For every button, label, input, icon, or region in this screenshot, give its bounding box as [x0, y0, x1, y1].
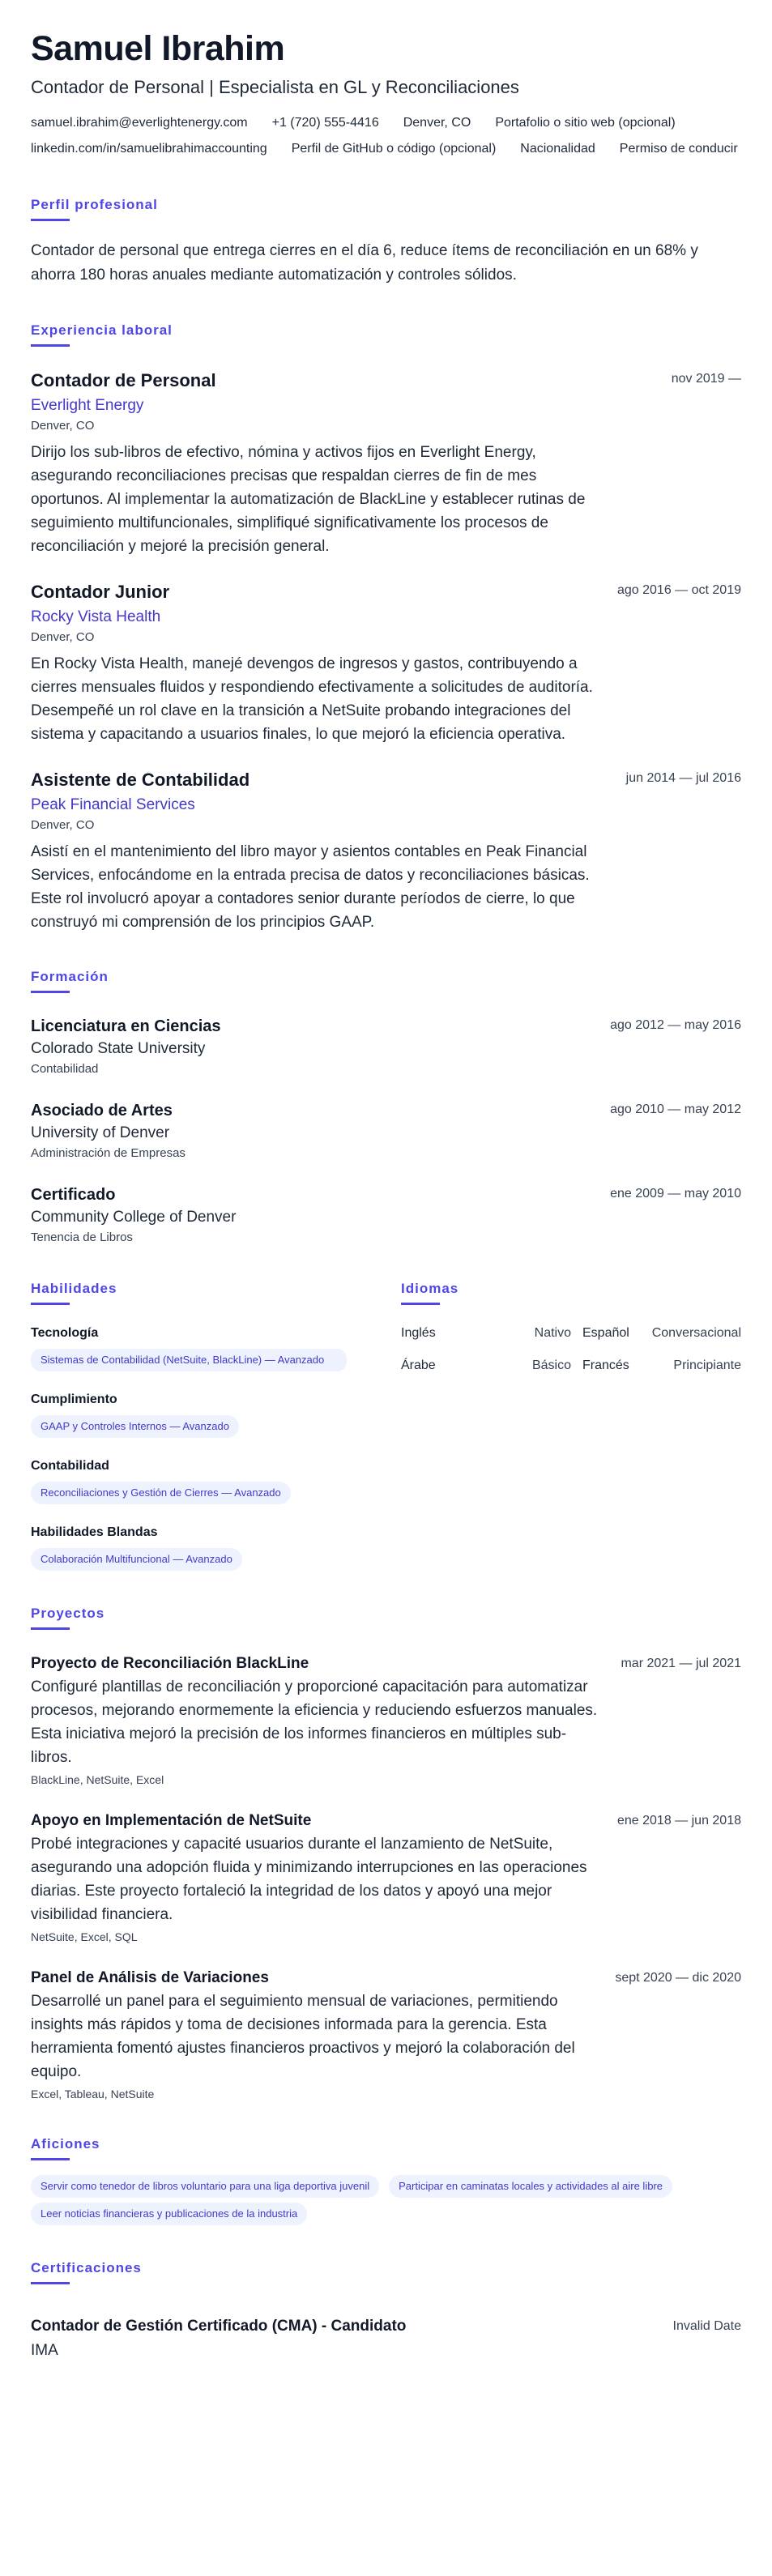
- language-name: Árabe: [401, 1358, 436, 1372]
- job-date: ago 2016 — oct 2019: [616, 583, 741, 597]
- project-date: mar 2021 — jul 2021: [621, 1657, 741, 1670]
- contact-list: [31, 115, 741, 157]
- section-title: Experiencia laboral: [31, 322, 173, 338]
- hobbies-section: [31, 2135, 741, 2225]
- project-description: Desarrollé un panel para el seguimiento mensual de variaciones, permitiendo insights más rápidos y toma de decisiones informada para la gerencia. Esta herramienta fomentó ajustes financieros proactivos y mejoró la colaboración del equipo.: [31, 1993, 575, 2080]
- language-level: Nativo: [534, 1326, 571, 1340]
- section-divider: [31, 344, 70, 347]
- certifications-section: [31, 2259, 741, 2361]
- project-tech: NetSuite, Excel, SQL: [31, 1930, 138, 1943]
- education-entry: [31, 1184, 741, 1246]
- hobby-list: [31, 2175, 741, 2225]
- job-description: Asistí en el mantenimiento del libro mayor y asientos contables en Peak Financial Services, enfocándome en la entrada precisa de datos y reconciliaciones básicas. Este rol involucró apoyar a contadores senior durante períodos de cierre, lo que construyó mi comprensión de los principios GAAP.: [31, 843, 590, 931]
- section-title: Certificaciones: [31, 2260, 142, 2275]
- contact-nationality: Nacionalidad: [520, 142, 595, 156]
- project-date: sept 2020 — dic 2020: [615, 1971, 741, 1985]
- job-location: Denver, CO: [31, 419, 95, 433]
- skills-section: [31, 1280, 371, 1571]
- language-level: Conversacional: [651, 1326, 741, 1340]
- job-description: En Rocky Vista Health, manejé devengos de ingresos y gastos, contribuyendo a cierres mensuales fluidos y respondiendo efectivamente a solicitudes de auditoría. Desempeñé un rol clave en la transición a NetSuite probando integraciones del sistema y capacitando a usuarios finales, lo que mejoró la eficiencia operativa.: [31, 655, 593, 743]
- experience-section: [31, 322, 741, 934]
- certification-name: Contador de Gestión Certificado (CMA) - Candidato: [31, 2318, 407, 2335]
- section-divider: [401, 1303, 440, 1305]
- job-company: Peak Financial Services: [31, 796, 195, 813]
- language-name: Inglés: [401, 1326, 436, 1340]
- project-date: ene 2018 — jun 2018: [616, 1814, 741, 1828]
- job-date: nov 2019 —: [671, 372, 741, 386]
- skills-languages-row: [31, 1280, 741, 1571]
- skill-category: Tecnología: [31, 1326, 99, 1340]
- section-divider: [31, 219, 70, 221]
- section-divider: [31, 1303, 70, 1305]
- language-name: Francés: [582, 1358, 629, 1372]
- education-school: Colorado State University: [31, 1040, 206, 1057]
- section-title: Idiomas: [401, 1281, 459, 1296]
- education-date: ago 2012 — may 2016: [610, 1018, 741, 1032]
- education-field: Contabilidad: [31, 1062, 99, 1076]
- certification-entry: [31, 2317, 741, 2361]
- job-title: Contador Junior: [31, 582, 170, 602]
- languages-section: [401, 1280, 741, 1571]
- language-level: Principiante: [673, 1358, 741, 1372]
- summary-section: [31, 196, 741, 288]
- section-title: Aficiones: [31, 2136, 100, 2152]
- project-title: Panel de Análisis de Variaciones: [31, 1969, 269, 1986]
- project-entry: [31, 1654, 741, 1787]
- skill-category: Habilidades Blandas: [31, 1525, 158, 1539]
- job-location: Denver, CO: [31, 630, 95, 644]
- project-tech: Excel, Tableau, NetSuite: [31, 2088, 155, 2100]
- contact-website[interactable]: Portafolio o sitio web (opcional): [495, 116, 676, 130]
- contact-license: Permiso de conducir: [619, 142, 738, 156]
- education-entry: [31, 1100, 741, 1162]
- project-title: Proyecto de Reconciliación BlackLine: [31, 1655, 309, 1672]
- skill-chip: Sistemas de Contabilidad (NetSuite, BlackLine) — Avanzado: [31, 1349, 347, 1371]
- project-entry: [31, 1968, 741, 2101]
- section-title: Formación: [31, 969, 109, 984]
- hobby-chip: Participar en caminatas locales y actividades al aire libre: [389, 2175, 672, 2198]
- job-entry: [31, 581, 741, 746]
- job-title: Asistente de Contabilidad: [31, 770, 250, 790]
- education-field: Tenencia de Libros: [31, 1230, 133, 1244]
- contact-github[interactable]: Perfil de GitHub o código (opcional): [291, 142, 497, 156]
- job-date: jun 2014 — jul 2016: [625, 771, 741, 785]
- project-tech: BlackLine, NetSuite, Excel: [31, 1773, 164, 1786]
- contact-location: Denver, CO: [403, 116, 471, 130]
- education-section: [31, 968, 741, 1246]
- education-degree: Asociado de Artes: [31, 1102, 173, 1120]
- skill-chip: GAAP y Controles Internos — Avanzado: [31, 1415, 239, 1438]
- hobby-chip: Leer noticias financieras y publicaciones de la industria: [31, 2203, 307, 2225]
- job-description: Dirijo los sub-libros de efectivo, nómina y activos fijos en Everlight Energy, asegurando reconciliaciones precisas que respaldan cierres de fin de mes oportunos. Al implementar la automatización de BlackLine y establecer rutinas de seguimiento multifuncionales, simplifiqué significativamente los procesos de reconciliación y mejoré la precisión general.: [31, 444, 586, 555]
- language-row: [401, 1324, 741, 1342]
- education-date: ene 2009 — may 2010: [610, 1187, 741, 1201]
- education-school: University of Denver: [31, 1124, 170, 1141]
- job-entry: [31, 769, 741, 934]
- project-title: Apoyo en Implementación de NetSuite: [31, 1812, 312, 1829]
- section-title: Proyectos: [31, 1606, 105, 1621]
- candidate-name: Samuel Ibrahim: [31, 29, 285, 68]
- skill-chip: Reconciliaciones y Gestión de Cierres — Avanzado: [31, 1482, 291, 1504]
- skill-chip: Colaboración Multifuncional — Avanzado: [31, 1548, 242, 1571]
- language-name: Español: [582, 1326, 629, 1340]
- language-grid: [401, 1324, 741, 1375]
- resume-header: [31, 28, 741, 157]
- job-location: Denver, CO: [31, 818, 95, 832]
- job-title: Contador de Personal: [31, 370, 216, 390]
- contact-email[interactable]: samuel.ibrahim@everlightenergy.com: [31, 116, 248, 130]
- education-degree: Certificado: [31, 1186, 116, 1204]
- project-entry: [31, 1811, 741, 1944]
- section-divider: [31, 1627, 70, 1630]
- section-divider: [31, 2158, 70, 2160]
- language-level: Básico: [531, 1358, 571, 1372]
- project-description: Configuré plantillas de reconciliación y proporcioné capacitación para automatizar procesos, mejorando enormemente la eficiencia y reduciendo esfuerzos manuales. Esta iniciativa mejoró la precisión de los informes financieros en múltiples sub-libros.: [31, 1678, 598, 1766]
- education-entry: [31, 1016, 741, 1077]
- certification-date: Invalid Date: [672, 2319, 741, 2333]
- job-entry: [31, 369, 741, 558]
- education-date: ago 2010 — may 2012: [610, 1102, 741, 1116]
- contact-linkedin[interactable]: linkedin.com/in/samuelibrahimaccounting: [31, 142, 267, 156]
- skill-category: Contabilidad: [31, 1459, 109, 1473]
- education-school: Community College of Denver: [31, 1209, 237, 1226]
- certification-issuer: IMA: [31, 2342, 58, 2359]
- section-divider: [31, 2282, 70, 2284]
- job-company: Everlight Energy: [31, 397, 144, 414]
- skill-category: Cumplimiento: [31, 1392, 117, 1406]
- candidate-headline: Contador de Personal | Especialista en GL y Reconciliaciones: [31, 77, 519, 97]
- contact-phone[interactable]: +1 (720) 555-4416: [271, 116, 379, 130]
- section-title: Perfil profesional: [31, 197, 158, 212]
- hobby-chip: Servir como tenedor de libros voluntario para una liga deportiva juvenil: [31, 2175, 379, 2198]
- section-divider: [31, 991, 70, 993]
- language-row: [401, 1357, 741, 1375]
- education-degree: Licenciatura en Ciencias: [31, 1017, 221, 1035]
- summary-text: Contador de personal que entrega cierres en el día 6, reduce ítems de reconciliación en un 68% y ahorra 180 horas anuales mediante automatización y controles sólidos.: [31, 242, 698, 284]
- projects-section: [31, 1605, 741, 2101]
- section-title: Habilidades: [31, 1281, 117, 1296]
- project-description: Probé integraciones y capacité usuarios durante el lanzamiento de NetSuite, asegurando una adopción fluida y minimizando interrupciones en las operaciones diarias. Este proyecto fortaleció la integridad de los datos y apoyó una mejor visibilidad financiera.: [31, 1836, 587, 1923]
- job-company: Rocky Vista Health: [31, 608, 161, 625]
- education-field: Administración de Empresas: [31, 1146, 186, 1160]
